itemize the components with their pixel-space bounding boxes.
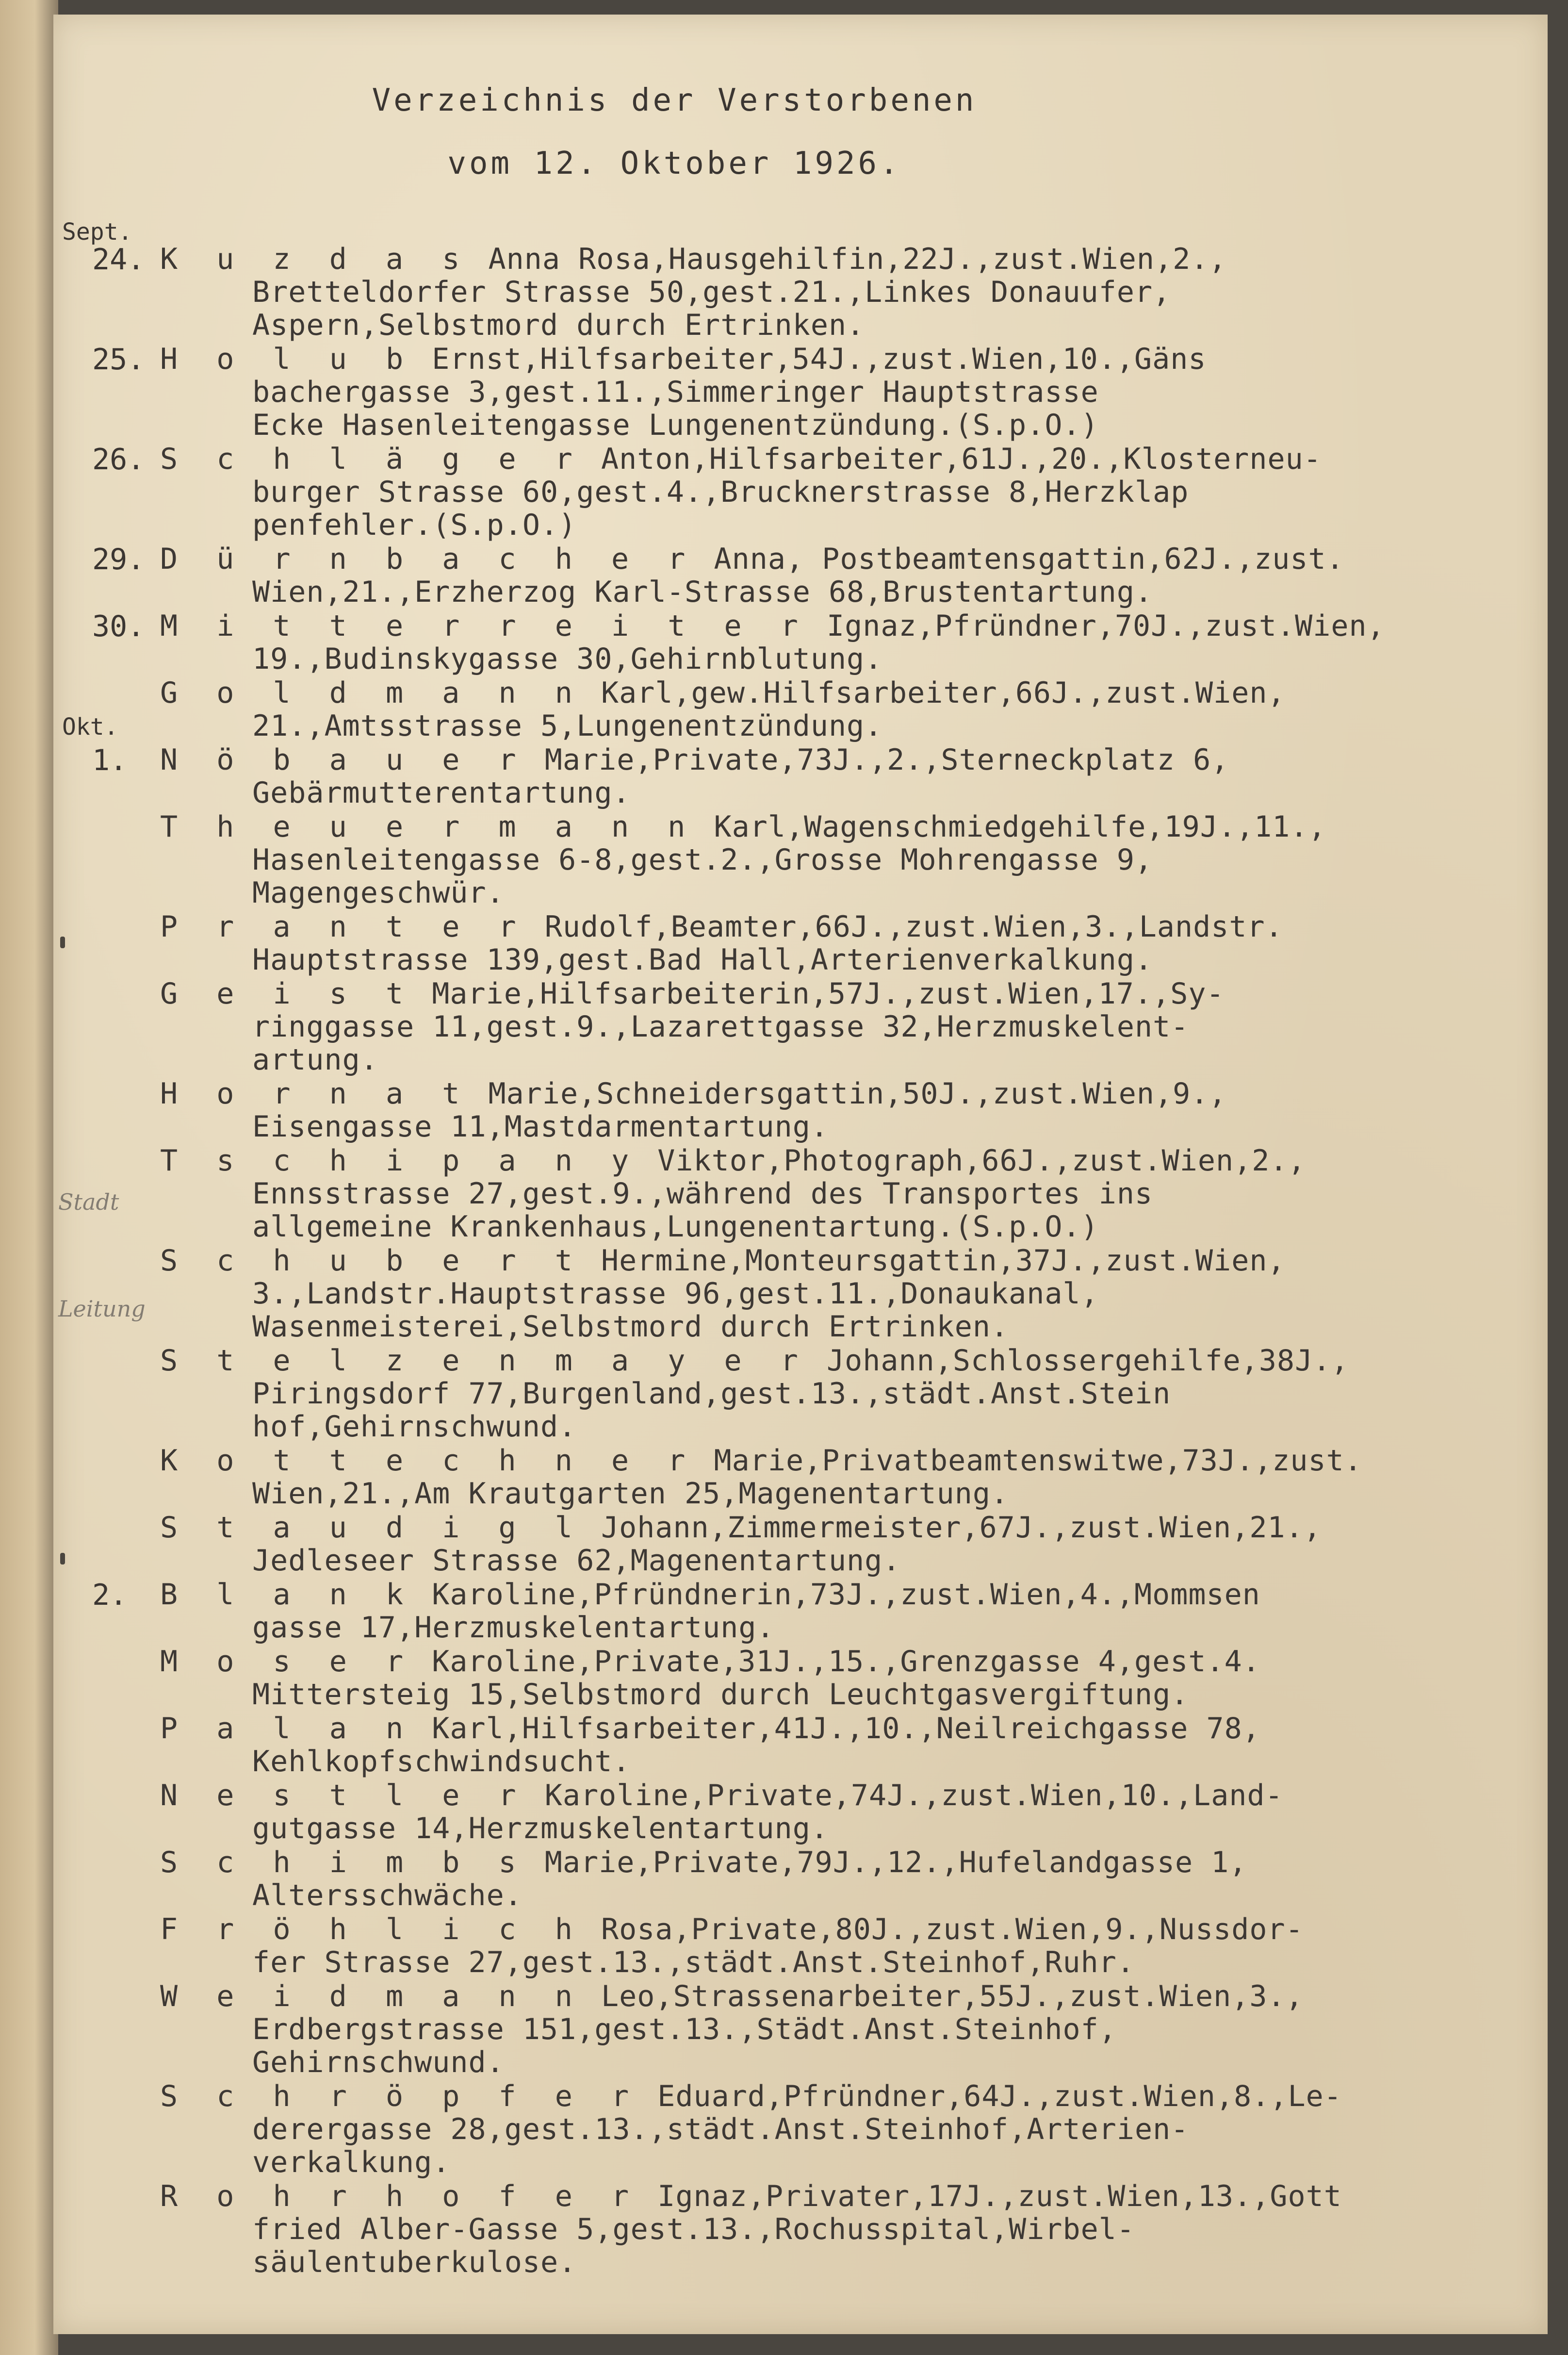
surname: S t a u d i g l xyxy=(160,1511,583,1545)
entry-details: Marie,Private,73J.,2.,Sterneckplatz 6, xyxy=(526,743,1229,777)
entry-continuation-line: burger Strasse 60,gest.4.,Brucknerstrasse 8,Herzklap xyxy=(252,475,1189,509)
entry-first-line xyxy=(160,1645,1402,1678)
entry-continuation-line: Ennsstrasse 27,gest.9.,während des Transportes ins xyxy=(252,1177,1153,1211)
entry-details: Eduard,Pfründner,64J.,zust.Wien,8.,Le- xyxy=(639,2079,1342,2113)
surname: N e s t l e r xyxy=(160,1779,527,1812)
entry-continuation-line: hof,Gehirnschwund. xyxy=(252,1410,577,1444)
entry xyxy=(160,443,1402,542)
surname: S t e l z e n m a y e r xyxy=(160,1344,809,1378)
surname: P r a n t e r xyxy=(160,910,527,944)
entry-continuation-line: Wien,21.,Am Krautgarten 25,Magenentartung. xyxy=(252,1477,1009,1511)
entry xyxy=(160,676,1402,742)
entry-details: Karoline,Private,74J.,zust.Wien,10.,Land- xyxy=(526,1779,1283,1812)
entry-first-line xyxy=(160,609,1402,642)
document-page xyxy=(53,15,1548,2334)
entry-continuation-line: Piringsdorf 77,Burgenland,gest.13.,städt.Anst.Stein xyxy=(252,1377,1171,1411)
entry-first-line xyxy=(160,1578,1402,1611)
entry-first-line xyxy=(160,1077,1402,1110)
surname: H o l u b xyxy=(160,342,414,376)
entry-details: Viktor,Photograph,66J.,zust.Wien,2., xyxy=(639,1144,1306,1178)
entry xyxy=(160,1578,1402,1644)
entry-continuation-line: ringgasse 11,gest.9.,Lazarettgasse 32,Herzmuskelent- xyxy=(252,1010,1189,1044)
entry-first-line xyxy=(160,543,1402,576)
entry-continuation-line: artung. xyxy=(252,1043,378,1077)
entry-continuation-line: gutgasse 14,Herzmuskelentartung. xyxy=(252,1812,829,1845)
document-subtitle: vom 12. Oktober 1926. xyxy=(447,146,901,181)
entry-continuation-line: Hasenleitengasse 6-8,gest.2.,Grosse Mohrengasse 9, xyxy=(252,843,1153,877)
entry-details: Marie,Hilfsarbeiterin,57J.,zust.Wien,17.,Sy- xyxy=(414,977,1225,1011)
entry-continuation-line: Aspern,Selbstmord durch Ertrinken. xyxy=(252,308,865,342)
document-title: Verzeichnis der Verstorbenen xyxy=(372,82,977,118)
entry-first-line xyxy=(160,1511,1402,1544)
entry-continuation-line: verkalkung. xyxy=(252,2145,451,2179)
entry-details: Marie,Private,79J.,12.,Hufelandgasse 1, xyxy=(526,1845,1247,1879)
entry-continuation-line: fried Alber-Gasse 5,gest.13.,Rochusspital,Wirbel- xyxy=(252,2212,1135,2246)
surname: D ü r n b a c h e r xyxy=(160,542,696,576)
entry-continuation-line: Jedleseer Strasse 62,Magenentartung. xyxy=(252,1544,901,1578)
entry-first-line xyxy=(160,810,1402,843)
surname: T h e u e r m a n n xyxy=(160,810,696,844)
surname: S c h i m b s xyxy=(160,1845,527,1879)
entry-continuation-line: Mittersteig 15,Selbstmord durch Leuchtgasvergiftung. xyxy=(252,1678,1189,1712)
entry-details: Johann,Zimmermeister,67J.,zust.Wien,21., xyxy=(583,1511,1322,1545)
entry-day: 29. xyxy=(92,543,145,576)
entry-continuation-line: Altersschwäche. xyxy=(252,1878,523,1912)
entry-continuation-line: Kehlkopfschwindsucht. xyxy=(252,1745,631,1779)
entry xyxy=(160,1511,1402,1577)
entry-details: Marie,Privatbeamtenswitwe,73J.,zust. xyxy=(696,1444,1362,1478)
entry-continuation-line: Gebärmutterentartung. xyxy=(252,776,631,810)
entry xyxy=(160,543,1402,609)
entry-continuation-line: penfehler.(S.p.O.) xyxy=(252,508,577,542)
entry-continuation-line: Eisengasse 11,Mastdarmentartung. xyxy=(252,1110,829,1144)
entry xyxy=(160,2180,1402,2279)
entry-first-line xyxy=(160,977,1402,1010)
entry-first-line xyxy=(160,2080,1402,2113)
surname: S c h u b e r t xyxy=(160,1244,583,1278)
entry-continuation-line: 21.,Amtsstrasse 5,Lungenentzündung. xyxy=(252,709,883,743)
entry xyxy=(160,343,1402,442)
entry-details: Johann,Schlossergehilfe,38J., xyxy=(808,1344,1349,1378)
entry-continuation-line: fer Strasse 27,gest.13.,städt.Anst.Steinhof,Ruhr. xyxy=(252,1945,1135,1979)
surname: S c h l ä g e r xyxy=(160,442,583,476)
month-note-okt: Okt. xyxy=(62,713,118,741)
entry-details: Anton,Hilfsarbeiter,61J.,20.,Klosterneu- xyxy=(583,442,1322,476)
surname: H o r n a t xyxy=(160,1077,471,1111)
entry-details: Karl,gew.Hilfsarbeiter,66J.,zust.Wien, xyxy=(583,676,1286,710)
entry-continuation-line: Magengeschwür. xyxy=(252,876,505,910)
entry xyxy=(160,609,1402,675)
entry-continuation-line: Erdbergstrasse 151,gest.13.,Städt.Anst.Steinhof, xyxy=(252,2012,1117,2046)
entry-day: 26. xyxy=(92,443,145,477)
entry-continuation-line: bachergasse 3,gest.11.,Simmeringer Hauptstrasse xyxy=(252,375,1099,409)
month-note-sept: Sept. xyxy=(62,218,132,246)
surname: R o h r h o f e r xyxy=(160,2179,640,2213)
binding-hole xyxy=(60,937,65,948)
entry-continuation-line: Gehirnschwund. xyxy=(252,2045,505,2079)
surname: K o t t e c h n e r xyxy=(160,1444,696,1478)
entry-details: Anna, Postbeamtensgattin,62J.,zust. xyxy=(696,542,1344,576)
entry-first-line xyxy=(160,1779,1402,1812)
entry xyxy=(160,1144,1402,1243)
surname: F r ö h l i c h xyxy=(160,1912,583,1946)
surname: P a l a n xyxy=(160,1712,414,1746)
entry xyxy=(160,743,1402,809)
entry-first-line xyxy=(160,1244,1402,1277)
surname: M o s e r xyxy=(160,1645,414,1679)
previous-page-edge xyxy=(0,0,58,2355)
entry-first-line xyxy=(160,1980,1402,2013)
entry-details: Rosa,Private,80J.,zust.Wien,9.,Nussdor- xyxy=(583,1912,1304,1946)
surname: G e i s t xyxy=(160,977,414,1011)
entry-day: 2. xyxy=(92,1578,128,1612)
entry xyxy=(160,243,1402,342)
entry-details: Karl,Hilfsarbeiter,41J.,10.,Neilreichgasse 78, xyxy=(414,1712,1260,1746)
entry xyxy=(160,1913,1402,1979)
entry xyxy=(160,2080,1402,2179)
entry-details: Karoline,Pfründnerin,73J.,zust.Wien,4.,Mommsen xyxy=(414,1578,1260,1612)
entry xyxy=(160,1444,1402,1510)
entry xyxy=(160,810,1402,909)
entry-continuation-line: Bretteldorfer Strasse 50,gest.21.,Linkes Donauufer, xyxy=(252,275,1171,309)
entry-first-line xyxy=(160,2180,1402,2213)
entry-day: 25. xyxy=(92,343,145,377)
entry-continuation-line: Hauptstrasse 139,gest.Bad Hall,Arterienverkalkung. xyxy=(252,943,1153,977)
entry-details: Anna Rosa,Hausgehilfin,22J.,zust.Wien,2., xyxy=(470,242,1227,276)
entry-first-line xyxy=(160,1344,1402,1377)
entry xyxy=(160,977,1402,1076)
surname: W e i d m a n n xyxy=(160,1979,583,2013)
surname: T s c h i p a n y xyxy=(160,1144,640,1178)
entry-details: Karl,Wagenschmiedgehilfe,19J.,11., xyxy=(696,810,1326,844)
entry-first-line xyxy=(160,743,1402,776)
entry-details: Ignaz,Privater,17J.,zust.Wien,13.,Gott xyxy=(639,2179,1342,2213)
entry xyxy=(160,1344,1402,1443)
entry xyxy=(160,1244,1402,1343)
entry-first-line xyxy=(160,243,1402,276)
entry-details: Ignaz,Pfründner,70J.,zust.Wien, xyxy=(808,609,1385,643)
surname: N ö b a u e r xyxy=(160,743,527,777)
entry-day: 24. xyxy=(92,243,145,277)
entry xyxy=(160,910,1402,976)
entry-details: Karoline,Private,31J.,15.,Grenzgasse 4,gest.4. xyxy=(414,1645,1260,1679)
entry-continuation-line: säulentuberkulose. xyxy=(252,2245,577,2279)
entry-first-line xyxy=(160,1913,1402,1946)
entry-continuation-line: 3.,Landstr.Hauptstrasse 96,gest.11.,Donaukanal, xyxy=(252,1277,1099,1311)
entry-continuation-line: Wasenmeisterei,Selbstmord durch Ertrinken. xyxy=(252,1310,1009,1344)
surname: S c h r ö p f e r xyxy=(160,2079,640,2113)
entry-first-line xyxy=(160,443,1402,476)
surname: M i t t e r r e i t e r xyxy=(160,609,809,643)
entry-details: Rudolf,Beamter,66J.,zust.Wien,3.,Landstr. xyxy=(526,910,1283,944)
entry-details: Ernst,Hilfsarbeiter,54J.,zust.Wien,10.,Gäns xyxy=(414,342,1207,376)
surname: G o l d m a n n xyxy=(160,676,583,710)
entry-first-line xyxy=(160,1846,1402,1879)
handwritten-margin-note-2: Leitung xyxy=(58,1296,146,1322)
surname: K u z d a s xyxy=(160,242,471,276)
entry-first-line xyxy=(160,1144,1402,1177)
handwritten-margin-note-1: Stadt xyxy=(58,1189,119,1215)
binding-hole xyxy=(60,1553,65,1565)
entry-first-line xyxy=(160,1444,1402,1477)
entry-first-line xyxy=(160,910,1402,943)
entry-continuation-line: derergasse 28,gest.13.,städt.Anst.Steinhof,Arterien- xyxy=(252,2112,1189,2146)
entry xyxy=(160,1779,1402,1845)
entry-continuation-line: allgemeine Krankenhaus,Lungenentartung.(S.p.O.) xyxy=(252,1210,1099,1244)
entry-continuation-line: gasse 17,Herzmuskelentartung. xyxy=(252,1611,775,1645)
entry-first-line xyxy=(160,343,1402,376)
surname: B l a n k xyxy=(160,1578,414,1612)
entry-first-line xyxy=(160,676,1402,709)
entry xyxy=(160,1846,1402,1912)
entry xyxy=(160,1077,1402,1143)
entry-first-line xyxy=(160,1712,1402,1745)
entry-continuation-line: 19.,Budinskygasse 30,Gehirnblutung. xyxy=(252,642,883,676)
entry-details: Marie,Schneidersgattin,50J.,zust.Wien,9., xyxy=(470,1077,1227,1111)
entry xyxy=(160,1712,1402,1778)
entry-details: Hermine,Monteursgattin,37J.,zust.Wien, xyxy=(583,1244,1286,1278)
entry xyxy=(160,1645,1402,1711)
entry-continuation-line: Ecke Hasenleitengasse Lungenentzündung.(S.p.O.) xyxy=(252,408,1099,442)
entry-continuation-line: Wien,21.,Erzherzog Karl-Strasse 68,Brustentartung. xyxy=(252,575,1153,609)
entry-day: 1. xyxy=(92,743,128,777)
entry-details: Leo,Strassenarbeiter,55J.,zust.Wien,3., xyxy=(583,1979,1304,2013)
entry xyxy=(160,1980,1402,2079)
entry-day: 30. xyxy=(92,609,145,643)
